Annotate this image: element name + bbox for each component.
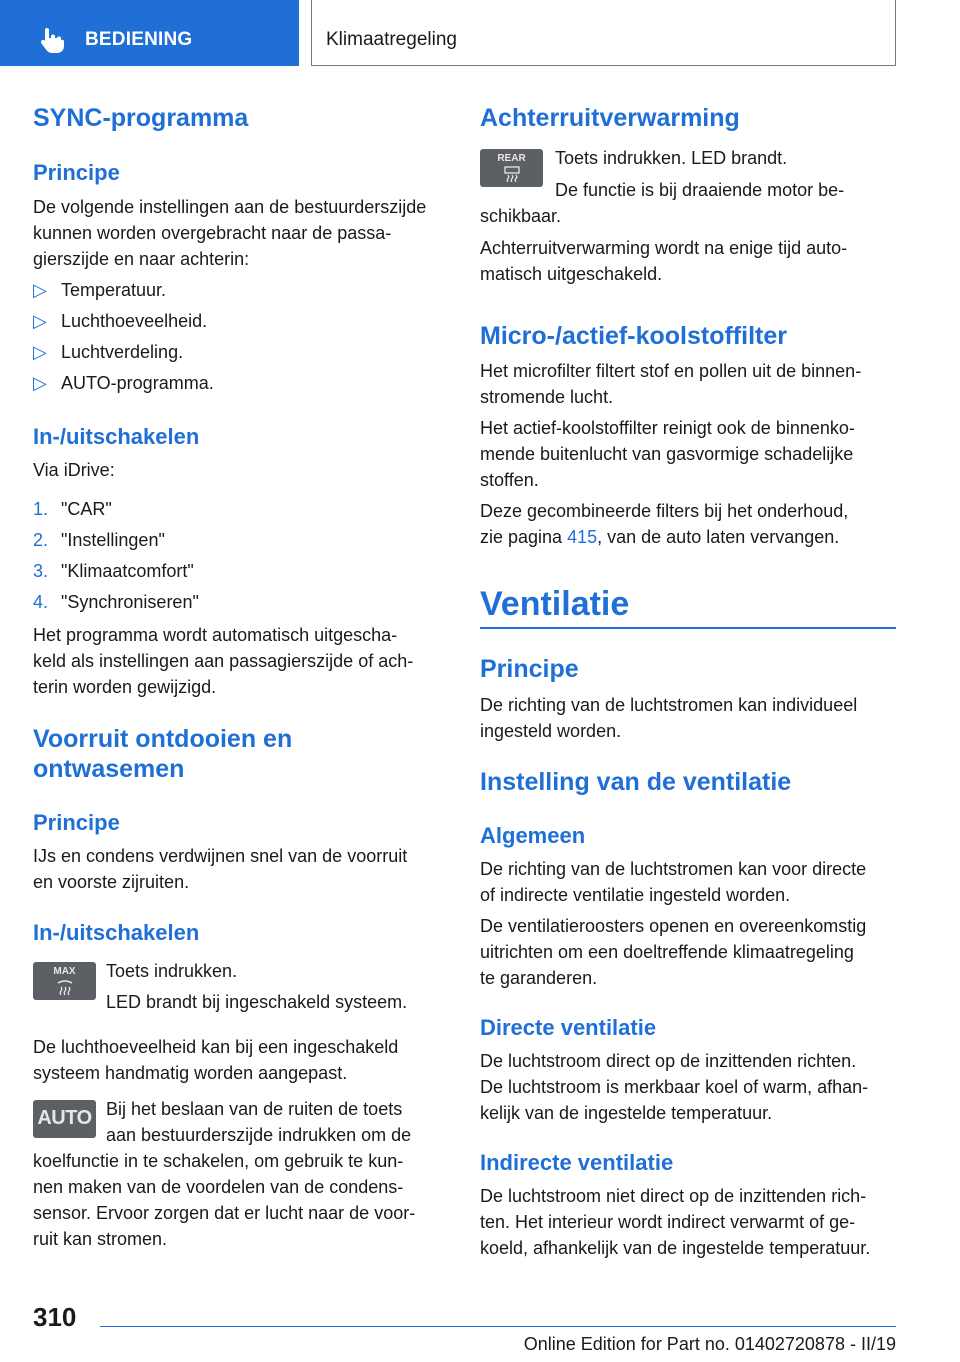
paragraph-line: Het microfilter filtert stof en pollen uit de binnen- xyxy=(480,361,862,381)
paragraph-line: sensor. Ervoor zorgen dat er lucht naar de voor- xyxy=(33,1203,416,1223)
triangle-bullet-icon: ▷ xyxy=(33,373,47,393)
paragraph-line: De luchtstroom is merkbaar koel of warm, afhan- xyxy=(480,1077,869,1097)
paragraph-line: LED brandt bij ingeschakeld systeem. xyxy=(106,992,408,1012)
paragraph-line-with-link: zie pagina 415, van de auto laten vervangen. xyxy=(480,527,840,547)
paragraph-line: Het actief-koolstoffilter reinigt ook de binnenko- xyxy=(480,418,855,438)
paragraph-line: aan bestuurderszijde indrukken om de xyxy=(106,1125,412,1145)
paragraph-line: uitrichten om een doeltreffende klimaatregeling xyxy=(480,942,854,962)
paragraph-line: stoffen. xyxy=(480,470,539,490)
principe-heading: Principe xyxy=(33,810,120,835)
via-idrive: Via iDrive: xyxy=(33,460,115,480)
principe-heading: Principe xyxy=(33,160,120,185)
chapter-title: Klimaatregeling xyxy=(326,29,457,50)
paragraph-line: De luchthoeveelheid kan bij een ingeschakeld xyxy=(33,1037,399,1057)
chapter-tab xyxy=(311,0,896,66)
section-label: BEDIENING xyxy=(85,29,193,50)
paragraph-line: ten. Het interieur wordt indirect verwarmt of ge- xyxy=(480,1212,856,1232)
paragraph-line: en voorste zijruiten. xyxy=(33,872,190,892)
paragraph-line: koeld, afhankelijk van de ingestelde temperatuur. xyxy=(480,1238,871,1258)
paragraph-line: of indirecte ventilatie ingesteld worden. xyxy=(480,885,791,905)
paragraph-line: De ventilatieroosters openen en overeenkomstig xyxy=(480,916,867,936)
paragraph-line: Deze gecombineerde filters bij het onderhoud, xyxy=(480,501,849,521)
paragraph-line: Toets indrukken. xyxy=(106,961,238,981)
triangle-bullet-icon: ▷ xyxy=(33,311,47,331)
footer-divider xyxy=(100,1326,896,1327)
paragraph-line: te garanderen. xyxy=(480,968,598,988)
paragraph-line: De volgende instellingen aan de bestuurderszijde xyxy=(33,197,427,217)
paragraph-line: gierszijde en naar achterin: xyxy=(33,249,250,269)
vent-principe-heading: Principe xyxy=(480,655,579,683)
edition-text: Online Edition for Part no. 01402720878 - II/19 xyxy=(523,1334,896,1354)
paragraph-line: stromende lucht. xyxy=(480,387,614,407)
triangle-bullet-icon: ▷ xyxy=(33,280,47,300)
indirect-heading: Indirecte ventilatie xyxy=(480,1150,674,1175)
paragraph-line: kelijk van de ingestelde temperatuur. xyxy=(480,1103,773,1123)
page-number: 310 xyxy=(33,1302,77,1332)
paragraph-line: De luchtstroom niet direct op de inzittenden rich- xyxy=(480,1186,867,1206)
paragraph-line: systeem handmatig worden aangepast. xyxy=(33,1063,348,1083)
windshield-heat-icon xyxy=(57,979,73,995)
instelling-heading: Instelling van de ventilatie xyxy=(480,768,792,796)
paragraph-line: De luchtstroom direct op de inzittenden richten. xyxy=(480,1051,857,1071)
paragraph-line: Toets indrukken. LED brandt. xyxy=(555,148,788,168)
paragraph-line: terin worden gewijzigd. xyxy=(33,677,217,697)
paragraph-line: ruit kan stromen. xyxy=(33,1229,168,1249)
filter-heading: Micro-/actief-koolstoffilter xyxy=(480,322,787,350)
paragraph-line: keld als instellingen aan passagierszijde of ach- xyxy=(33,651,414,671)
inuitschakelen-heading: In-/uitschakelen xyxy=(33,424,200,449)
hand-pointer-icon xyxy=(38,26,68,54)
page-link[interactable]: 415 xyxy=(567,527,598,547)
paragraph-line: Bij het beslaan van de ruiten de toets xyxy=(106,1099,403,1119)
rear-heading: Achterruitverwarming xyxy=(480,104,740,132)
paragraph-line: De functie is bij draaiende motor be- xyxy=(555,180,845,200)
defrost-heading-cont: ontwasemen xyxy=(33,755,185,783)
paragraph-line: Achterruitverwarming wordt na enige tijd auto- xyxy=(480,238,848,258)
paragraph-line: De richting van de luchtstromen kan voor directe xyxy=(480,859,867,879)
paragraph-line: nen maken van de voordelen van de condens- xyxy=(33,1177,404,1197)
paragraph-line: De richting van de luchtstromen kan individueel xyxy=(480,695,858,715)
paragraph-line: kunnen worden overgebracht naar de passa- xyxy=(33,223,392,243)
paragraph-line: schikbaar. xyxy=(480,206,562,226)
ventilatie-heading: Ventilatie xyxy=(480,585,630,623)
paragraph-line: mende buitenlucht van gasvormige schadelijke xyxy=(480,444,854,464)
paragraph-line: matisch uitgeschakeld. xyxy=(480,264,663,284)
defrost-heading: Voorruit ontdooien en xyxy=(33,725,293,753)
sync-heading: SYNC-programma xyxy=(33,104,249,132)
algemeen-heading: Algemeen xyxy=(480,823,586,848)
paragraph-line: koelfunctie in te schakelen, om gebruik te kun- xyxy=(33,1151,404,1171)
section-divider xyxy=(480,627,896,629)
rear-defrost-button-icon: REAR xyxy=(480,149,543,187)
direct-heading: Directe ventilatie xyxy=(480,1015,657,1040)
inuitschakelen-heading: In-/uitschakelen xyxy=(33,920,200,945)
triangle-bullet-icon: ▷ xyxy=(33,342,47,362)
paragraph-line: ingesteld worden. xyxy=(480,721,622,741)
section-tab xyxy=(0,0,299,66)
paragraph-line: Het programma wordt automatisch uitgescha- xyxy=(33,625,398,645)
paragraph-line: IJs en condens verdwijnen snel van de voorruit xyxy=(33,846,408,866)
auto-button-icon: AUTO xyxy=(33,1100,96,1138)
rear-window-heat-icon xyxy=(504,166,520,182)
max-defrost-button-icon: MAX xyxy=(33,962,96,1000)
